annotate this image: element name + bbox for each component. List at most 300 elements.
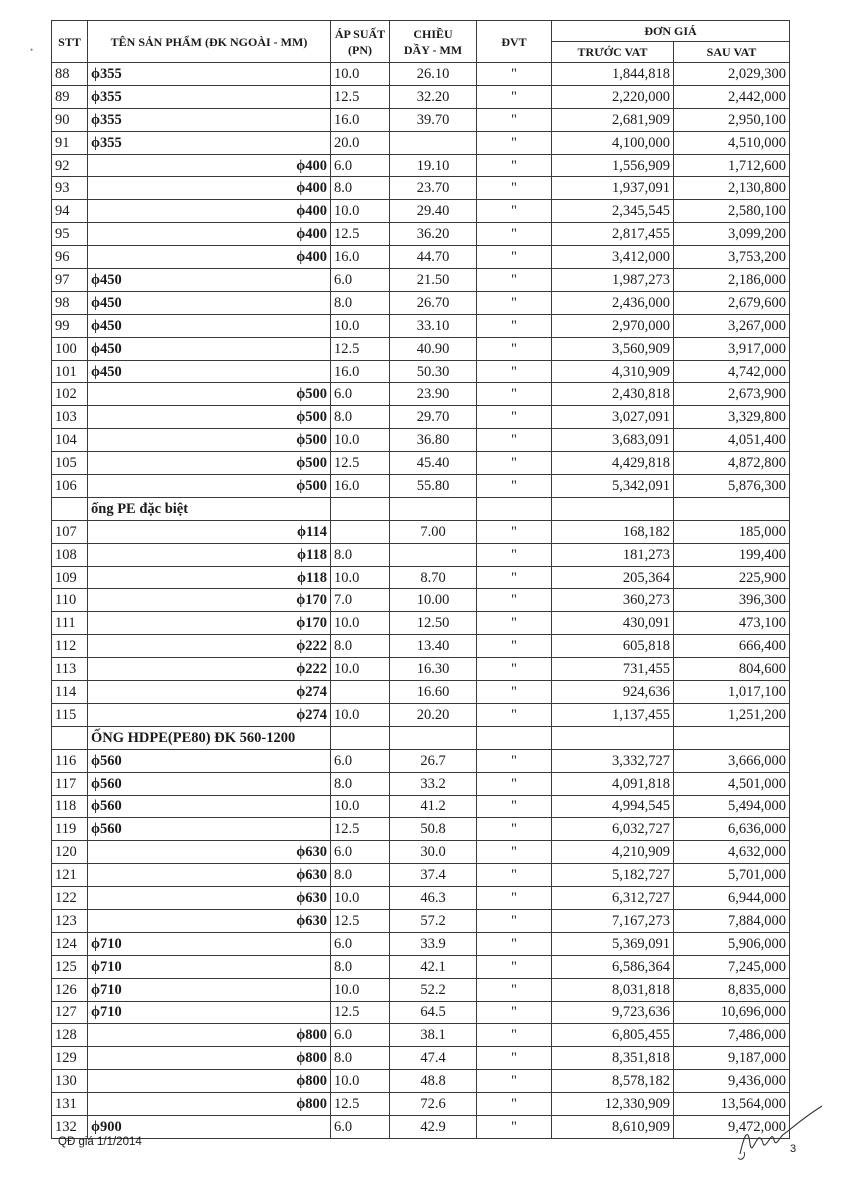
cell-stt: 124 (52, 932, 88, 955)
cell-empty (674, 726, 790, 749)
header-pressure-line1: ÁP SUẤT (334, 26, 386, 41)
cell-stt: 113 (52, 658, 88, 681)
table-row (52, 475, 790, 498)
cell-pressure: 12.5 (331, 818, 390, 841)
table-row (52, 703, 790, 726)
cell-price-before-vat: 2,436,000 (552, 291, 674, 314)
cell-thickness: 29.40 (390, 200, 477, 223)
cell-price-after-vat: 4,632,000 (674, 841, 790, 864)
cell-unit: " (477, 1115, 552, 1138)
cell-stt: 125 (52, 955, 88, 978)
cell-empty (390, 726, 477, 749)
cell-product-name: ϕ450 (88, 314, 331, 337)
cell-price-after-vat: 5,494,000 (674, 795, 790, 818)
cell-thickness: 36.20 (390, 223, 477, 246)
cell-price-before-vat: 4,091,818 (552, 772, 674, 795)
cell-price-after-vat: 2,186,000 (674, 269, 790, 292)
cell-pressure: 12.5 (331, 909, 390, 932)
cell-price-after-vat: 396,300 (674, 589, 790, 612)
cell-price-before-vat: 4,994,545 (552, 795, 674, 818)
cell-price-after-vat: 1,712,600 (674, 154, 790, 177)
table-row (52, 955, 790, 978)
cell-stt: 126 (52, 978, 88, 1001)
cell-pressure (331, 681, 390, 704)
cell-price-after-vat: 3,329,800 (674, 406, 790, 429)
cell-price-before-vat: 4,100,000 (552, 131, 674, 154)
footer-document-ref: QĐ giá 1/1/2014 (58, 1136, 142, 1148)
cell-thickness: 33.10 (390, 314, 477, 337)
cell-price-before-vat: 5,342,091 (552, 475, 674, 498)
cell-thickness: 37.4 (390, 864, 477, 887)
cell-price-after-vat: 5,906,000 (674, 932, 790, 955)
cell-unit: " (477, 108, 552, 131)
cell-product-name: ϕ355 (88, 85, 331, 108)
table-row (52, 246, 790, 269)
handwritten-signature (730, 1096, 830, 1166)
table-row (52, 177, 790, 200)
cell-price-after-vat: 3,267,000 (674, 314, 790, 337)
cell-empty (390, 497, 477, 520)
cell-thickness: 36.80 (390, 429, 477, 452)
cell-unit: " (477, 223, 552, 246)
cell-pressure: 12.5 (331, 85, 390, 108)
table-row (52, 749, 790, 772)
cell-stt: 103 (52, 406, 88, 429)
cell-thickness: 45.40 (390, 452, 477, 475)
cell-unit: " (477, 177, 552, 200)
cell-price-before-vat: 2,970,000 (552, 314, 674, 337)
cell-price-before-vat: 6,805,455 (552, 1024, 674, 1047)
cell-price-before-vat: 3,560,909 (552, 337, 674, 360)
cell-price-after-vat: 2,029,300 (674, 63, 790, 86)
cell-product-name: ϕ900 (88, 1115, 331, 1138)
cell-thickness: 10.00 (390, 589, 477, 612)
cell-unit: " (477, 360, 552, 383)
cell-product-name: ϕ450 (88, 291, 331, 314)
cell-thickness: 55.80 (390, 475, 477, 498)
cell-pressure: 16.0 (331, 246, 390, 269)
table-row (52, 360, 790, 383)
cell-empty (674, 497, 790, 520)
cell-product-name: ϕ500 (88, 383, 331, 406)
cell-stt: 127 (52, 1001, 88, 1024)
cell-stt: 97 (52, 269, 88, 292)
table-row (52, 772, 790, 795)
cell-pressure: 6.0 (331, 269, 390, 292)
cell-unit: " (477, 269, 552, 292)
cell-unit: " (477, 1070, 552, 1093)
cell-unit: " (477, 658, 552, 681)
table-row (52, 314, 790, 337)
cell-thickness: 50.8 (390, 818, 477, 841)
table-row (52, 818, 790, 841)
cell-price-after-vat: 3,753,200 (674, 246, 790, 269)
cell-stt: 128 (52, 1024, 88, 1047)
cell-stt (52, 726, 88, 749)
cell-stt (52, 497, 88, 520)
cell-pressure: 7.0 (331, 589, 390, 612)
cell-price-before-vat: 2,430,818 (552, 383, 674, 406)
cell-unit: " (477, 1001, 552, 1024)
cell-stt: 123 (52, 909, 88, 932)
table-row (52, 681, 790, 704)
table-row (52, 406, 790, 429)
cell-stt: 102 (52, 383, 88, 406)
cell-stt: 99 (52, 314, 88, 337)
cell-price-after-vat: 9,436,000 (674, 1070, 790, 1093)
cell-product-name: ϕ800 (88, 1093, 331, 1116)
cell-stt: 110 (52, 589, 88, 612)
cell-price-before-vat: 8,610,909 (552, 1115, 674, 1138)
cell-stt: 108 (52, 543, 88, 566)
cell-product-name: ϕ170 (88, 589, 331, 612)
cell-thickness (390, 131, 477, 154)
table-row (52, 635, 790, 658)
cell-price-before-vat: 6,312,727 (552, 887, 674, 910)
cell-unit: " (477, 589, 552, 612)
cell-pressure: 8.0 (331, 772, 390, 795)
cell-thickness: 48.8 (390, 1070, 477, 1093)
cell-price-before-vat: 430,091 (552, 612, 674, 635)
table-row (52, 520, 790, 543)
header-stt: STT (52, 21, 88, 63)
cell-stt: 95 (52, 223, 88, 246)
cell-thickness: 72.6 (390, 1093, 477, 1116)
cell-pressure: 12.5 (331, 223, 390, 246)
cell-unit: " (477, 154, 552, 177)
cell-pressure: 10.0 (331, 658, 390, 681)
cell-unit: " (477, 1093, 552, 1116)
cell-stt: 91 (52, 131, 88, 154)
cell-price-after-vat: 8,835,000 (674, 978, 790, 1001)
cell-product-name: ϕ450 (88, 337, 331, 360)
cell-price-before-vat: 12,330,909 (552, 1093, 674, 1116)
cell-product-name: ϕ222 (88, 635, 331, 658)
cell-stt: 106 (52, 475, 88, 498)
cell-price-after-vat: 2,950,100 (674, 108, 790, 131)
cell-unit: " (477, 383, 552, 406)
cell-price-before-vat: 3,332,727 (552, 749, 674, 772)
cell-price-after-vat: 2,679,600 (674, 291, 790, 314)
cell-price-after-vat: 6,636,000 (674, 818, 790, 841)
cell-pressure: 8.0 (331, 1047, 390, 1070)
cell-unit: " (477, 200, 552, 223)
cell-unit: " (477, 452, 552, 475)
cell-stt: 100 (52, 337, 88, 360)
cell-price-before-vat: 205,364 (552, 566, 674, 589)
cell-stt: 107 (52, 520, 88, 543)
cell-stt: 131 (52, 1093, 88, 1116)
cell-product-name: ϕ800 (88, 1070, 331, 1093)
cell-pressure: 10.0 (331, 703, 390, 726)
cell-unit: " (477, 337, 552, 360)
cell-unit: " (477, 429, 552, 452)
cell-price-before-vat: 6,586,364 (552, 955, 674, 978)
header-thickness (390, 21, 477, 63)
cell-price-after-vat: 5,701,000 (674, 864, 790, 887)
cell-unit: " (477, 772, 552, 795)
cell-pressure: 8.0 (331, 406, 390, 429)
cell-pressure: 12.5 (331, 1093, 390, 1116)
cell-price-after-vat: 2,442,000 (674, 85, 790, 108)
cell-product-name: ϕ114 (88, 520, 331, 543)
cell-stt: 129 (52, 1047, 88, 1070)
cell-price-before-vat: 8,578,182 (552, 1070, 674, 1093)
cell-thickness: 57.2 (390, 909, 477, 932)
cell-thickness: 7.00 (390, 520, 477, 543)
table-row (52, 864, 790, 887)
cell-stt: 119 (52, 818, 88, 841)
cell-price-before-vat: 2,681,909 (552, 108, 674, 131)
cell-product-name: ϕ274 (88, 703, 331, 726)
cell-price-after-vat: 3,917,000 (674, 337, 790, 360)
cell-pressure: 10.0 (331, 887, 390, 910)
cell-empty (331, 726, 390, 749)
cell-price-before-vat: 924,636 (552, 681, 674, 704)
cell-unit: " (477, 681, 552, 704)
cell-thickness: 26.70 (390, 291, 477, 314)
cell-empty (552, 726, 674, 749)
cell-unit: " (477, 887, 552, 910)
cell-price-after-vat: 9,187,000 (674, 1047, 790, 1070)
cell-price-after-vat: 4,742,000 (674, 360, 790, 383)
cell-price-after-vat: 4,510,000 (674, 131, 790, 154)
cell-thickness (390, 543, 477, 566)
cell-stt: 122 (52, 887, 88, 910)
cell-price-before-vat: 1,137,455 (552, 703, 674, 726)
cell-stt: 93 (52, 177, 88, 200)
cell-price-before-vat: 4,310,909 (552, 360, 674, 383)
table-row (52, 543, 790, 566)
cell-product-name: ϕ355 (88, 131, 331, 154)
cell-price-after-vat: 9,472,000 (674, 1115, 790, 1138)
table-body (52, 63, 790, 1139)
cell-thickness: 26.10 (390, 63, 477, 86)
cell-price-after-vat: 7,245,000 (674, 955, 790, 978)
header-after-vat: SAU VAT (674, 42, 790, 63)
cell-thickness: 47.4 (390, 1047, 477, 1070)
table-row (52, 269, 790, 292)
cell-price-after-vat: 7,486,000 (674, 1024, 790, 1047)
cell-product-name: ϕ560 (88, 749, 331, 772)
cell-price-before-vat: 5,369,091 (552, 932, 674, 955)
cell-stt: 112 (52, 635, 88, 658)
cell-pressure: 8.0 (331, 955, 390, 978)
cell-product-name: ϕ710 (88, 932, 331, 955)
cell-product-name: ϕ170 (88, 612, 331, 635)
cell-price-after-vat: 666,400 (674, 635, 790, 658)
table-row (52, 429, 790, 452)
cell-thickness: 42.9 (390, 1115, 477, 1138)
cell-pressure: 6.0 (331, 841, 390, 864)
cell-product-name: ϕ500 (88, 475, 331, 498)
cell-pressure: 6.0 (331, 1024, 390, 1047)
cell-thickness: 52.2 (390, 978, 477, 1001)
cell-price-before-vat: 8,351,818 (552, 1047, 674, 1070)
cell-unit: " (477, 932, 552, 955)
cell-unit: " (477, 978, 552, 1001)
cell-price-before-vat: 1,556,909 (552, 154, 674, 177)
cell-stt: 98 (52, 291, 88, 314)
cell-thickness: 8.70 (390, 566, 477, 589)
cell-stt: 111 (52, 612, 88, 635)
cell-product-name: ϕ560 (88, 795, 331, 818)
page-number: 3 (790, 1143, 797, 1155)
cell-pressure: 10.0 (331, 566, 390, 589)
cell-stt: 109 (52, 566, 88, 589)
cell-thickness: 13.40 (390, 635, 477, 658)
table-row (52, 131, 790, 154)
cell-product-name: ϕ118 (88, 566, 331, 589)
cell-pressure: 10.0 (331, 314, 390, 337)
cell-stt: 96 (52, 246, 88, 269)
table-row (52, 589, 790, 612)
cell-product-name: ϕ274 (88, 681, 331, 704)
cell-pressure: 10.0 (331, 978, 390, 1001)
cell-price-after-vat: 225,900 (674, 566, 790, 589)
cell-price-before-vat: 5,182,727 (552, 864, 674, 887)
cell-product-name: ϕ800 (88, 1024, 331, 1047)
section-title: ống PE đặc biệt (88, 497, 331, 520)
cell-thickness: 26.7 (390, 749, 477, 772)
cell-price-before-vat: 1,987,273 (552, 269, 674, 292)
table-row (52, 452, 790, 475)
table-row (52, 658, 790, 681)
cell-thickness: 40.90 (390, 337, 477, 360)
cell-price-before-vat: 4,210,909 (552, 841, 674, 864)
table-row (52, 795, 790, 818)
cell-thickness: 38.1 (390, 1024, 477, 1047)
cell-price-after-vat: 4,501,000 (674, 772, 790, 795)
cell-product-name: ϕ400 (88, 223, 331, 246)
header-thickness-line1: CHIỀU (413, 26, 453, 41)
cell-pressure: 10.0 (331, 63, 390, 86)
cell-unit: " (477, 749, 552, 772)
cell-unit: " (477, 1047, 552, 1070)
table-row (52, 909, 790, 932)
table-row (52, 932, 790, 955)
header-unit: ĐVT (477, 21, 552, 63)
cell-price-before-vat: 2,220,000 (552, 85, 674, 108)
cell-pressure: 8.0 (331, 864, 390, 887)
table-row (52, 1093, 790, 1116)
table-header (52, 21, 790, 63)
cell-unit: " (477, 795, 552, 818)
table-row (52, 223, 790, 246)
cell-unit: " (477, 246, 552, 269)
section-row (52, 497, 790, 520)
table-row (52, 154, 790, 177)
cell-product-name: ϕ450 (88, 269, 331, 292)
cell-product-name: ϕ630 (88, 887, 331, 910)
cell-thickness: 12.50 (390, 612, 477, 635)
cell-empty (477, 497, 552, 520)
cell-price-before-vat: 3,412,000 (552, 246, 674, 269)
cell-unit: " (477, 543, 552, 566)
cell-price-before-vat: 360,273 (552, 589, 674, 612)
cell-thickness: 39.70 (390, 108, 477, 131)
cell-thickness: 21.50 (390, 269, 477, 292)
cell-stt: 89 (52, 85, 88, 108)
table-row (52, 566, 790, 589)
cell-empty (477, 726, 552, 749)
cell-unit: " (477, 864, 552, 887)
cell-thickness: 50.30 (390, 360, 477, 383)
cell-unit: " (477, 406, 552, 429)
cell-thickness: 46.3 (390, 887, 477, 910)
cell-stt: 121 (52, 864, 88, 887)
cell-stt: 94 (52, 200, 88, 223)
cell-pressure: 10.0 (331, 200, 390, 223)
cell-pressure: 6.0 (331, 749, 390, 772)
cell-pressure: 6.0 (331, 383, 390, 406)
table-row (52, 887, 790, 910)
cell-stt: 101 (52, 360, 88, 383)
cell-product-name: ϕ710 (88, 978, 331, 1001)
cell-price-after-vat: 13,564,000 (674, 1093, 790, 1116)
cell-price-after-vat: 3,099,200 (674, 223, 790, 246)
cell-stt: 105 (52, 452, 88, 475)
cell-pressure: 12.5 (331, 1001, 390, 1024)
cell-price-after-vat: 804,600 (674, 658, 790, 681)
cell-stt: 132 (52, 1115, 88, 1138)
cell-unit: " (477, 612, 552, 635)
cell-thickness: 33.2 (390, 772, 477, 795)
cell-thickness: 41.2 (390, 795, 477, 818)
cell-product-name: ϕ400 (88, 246, 331, 269)
cell-pressure: 10.0 (331, 1070, 390, 1093)
cell-unit: " (477, 314, 552, 337)
table-row (52, 291, 790, 314)
cell-thickness: 44.70 (390, 246, 477, 269)
table-row (52, 841, 790, 864)
cell-product-name: ϕ710 (88, 955, 331, 978)
cell-pressure: 10.0 (331, 795, 390, 818)
cell-price-after-vat: 1,251,200 (674, 703, 790, 726)
cell-unit: " (477, 1024, 552, 1047)
cell-product-name: ϕ630 (88, 864, 331, 887)
table-row (52, 108, 790, 131)
cell-price-before-vat: 2,345,545 (552, 200, 674, 223)
cell-pressure: 6.0 (331, 154, 390, 177)
cell-thickness: 16.30 (390, 658, 477, 681)
cell-stt: 90 (52, 108, 88, 131)
cell-empty (331, 497, 390, 520)
header-before-vat: TRƯỚC VAT (552, 42, 674, 63)
scan-mark: • (30, 45, 34, 55)
section-title: ỐNG HDPE(PE80) ĐK 560-1200 (88, 726, 331, 749)
table-row (52, 85, 790, 108)
cell-pressure: 16.0 (331, 108, 390, 131)
cell-price-after-vat: 199,400 (674, 543, 790, 566)
cell-price-before-vat: 168,182 (552, 520, 674, 543)
cell-price-before-vat: 9,723,636 (552, 1001, 674, 1024)
cell-unit: " (477, 818, 552, 841)
cell-stt: 120 (52, 841, 88, 864)
table-row (52, 978, 790, 1001)
cell-stt: 115 (52, 703, 88, 726)
cell-pressure: 12.5 (331, 452, 390, 475)
cell-unit: " (477, 909, 552, 932)
cell-pressure: 10.0 (331, 429, 390, 452)
cell-product-name: ϕ450 (88, 360, 331, 383)
cell-pressure: 10.0 (331, 612, 390, 635)
header-price: ĐƠN GIÁ (552, 21, 790, 42)
cell-thickness: 20.20 (390, 703, 477, 726)
cell-thickness: 33.9 (390, 932, 477, 955)
cell-product-name: ϕ355 (88, 108, 331, 131)
cell-pressure: 8.0 (331, 635, 390, 658)
